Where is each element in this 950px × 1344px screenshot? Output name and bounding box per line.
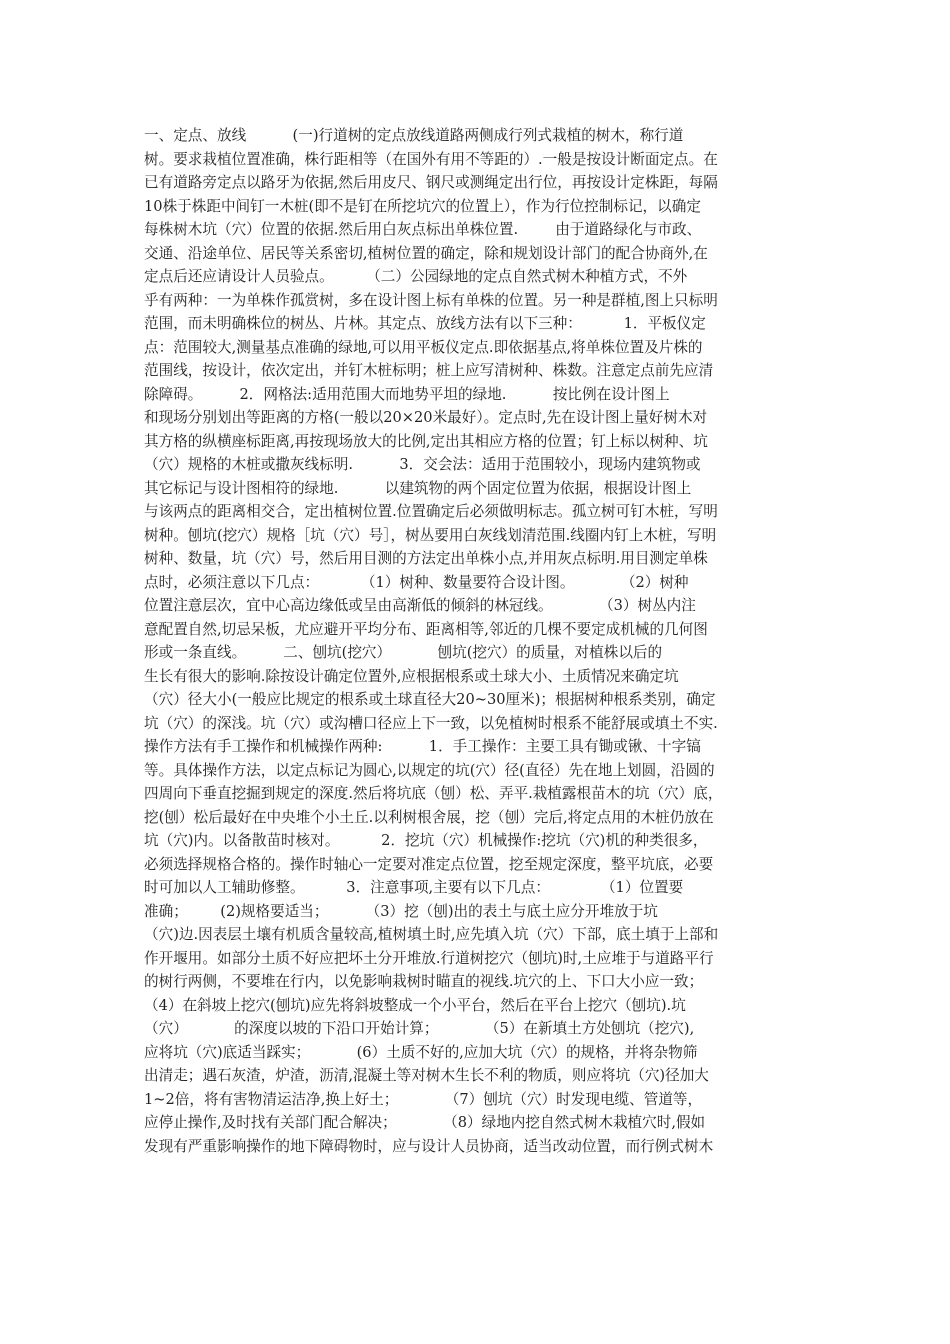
text-line: （穴）径大小(一般应比规定的根系或土球直径大20~30厘米)；根据树种根系类别，确定 [144,691,716,708]
text-line: 和现场分别划出等距离的方格(一般以20×20米最好）。定点时,先在设计图上量好树木对 [144,409,708,426]
text-line: 其它标记与设计图相符的绿地. 以建筑物的两个固定位置为依据，根据设计图上 [144,479,692,497]
text-line: 意配置自然,切忌呆板，尤应避开平均分布、距离相等,邻近的几棵不要定成机械的几何图 [144,620,708,638]
text-line: 出清走；遇石灰渣，炉渣，沥清,混凝土等对树木生长不利的物质，则应将坑（穴)径加大 [144,1067,709,1084]
text-line: 10株于株距中间钉一木桩(即不是钉在所挖坑穴的位置上），作为行位控制标记，以确定 [144,197,701,215]
text-line: （4）在斜坡上挖穴(刨坑)应先将斜坡整成一个小平台，然后在平台上挖穴（刨坑).坑 [144,996,686,1014]
text-line: 坑（穴)内。以备散苗时核对。 2．挖坑（穴）机械操作:挖坑（穴)机的种类很多， [144,832,708,849]
text-line: （穴） 的深度以坡的下沿口开始计算； （5）在新填土方处刨坑（挖穴), [144,1020,695,1037]
text-line: 必须选择规格合格的。操作时轴心一定要对准定点位置，挖至规定深度，整平坑底，必要 [144,855,714,873]
text-line: 作开堰用。如部分土质不好应把坏土分开堆放.行道树挖穴（刨坑)时,土应堆于与道路平行 [144,949,714,967]
text-line: 生长有很大的影响.除按设计确定位置外,应根据根系或土球大小、土质情况来确定坑 [144,667,679,685]
text-line [144,1158,812,1182]
text-line: 乎有两种：一为单株作孤赏树，多在设计图上标有单株的位置。另一种是群植,图上只标明 [144,291,718,309]
text-line: 位置注意层次，宜中心高边缘低或呈由高渐低的倾斜的林冠线。 （3）树丛内注 [144,597,696,614]
text-line: 应停止操作,及时找有关部门配合解决； （8）绿地内挖自然式树木栽植穴时,假如 [144,1114,706,1131]
text-line: 已有道路旁定点以路牙为依据,然后用皮尺、钢尺或测绳定出行位，再按设计定株距，每隔 [144,174,718,191]
text-line: 点时，必须注意以下几点： （1）树种、数量要符合设计图。 （2）树种 [144,573,689,591]
text-line: 挖(刨）松后最好在中央堆个小土丘.以利树根舍展，挖（刨）完后,将定点用的木桩仍放在 [144,808,714,826]
text-line: 一、定点、放线 (一)行道树的定点放线道路两侧成行列式栽植的树木，称行道 [144,127,684,144]
text-line: 交通、沿途单位、居民等关系密切,植树位置的确定，除和规划设计部门的配合协商外,在 [144,244,708,262]
text-line: （穴)边.因表层土壤有机质含量较高,植树填土时,应先填入坑（穴）下部，底土填于上部和 [144,926,719,943]
text-line: （穴）规格的木桩或撒灰线标明. 3．交会法：适用于范围较小，现场内建筑物或 [144,456,701,473]
document-body [144,124,812,1182]
text-line: 与该两点的距离相交合，定出植树位置.位置确定后必须做明标志。孤立树可钉木桩，写明 [144,503,718,520]
text-line: 范围，而未明确株位的树丛、片林。其定点、放线方法有以下三种： 1．平板仪定 [144,315,706,332]
text-line: 每株树木坑（穴）位置的依据.然后用白灰点标出单株位置. 由于道路绿化与市政、 [144,221,702,238]
text-line: 其方格的纵横座标距离,再按现场放大的比例,定出其相应方格的位置；钉上标以树种、坑 [144,432,708,450]
text-line: 等。具体操作方法，以定点标记为圆心,以规定的坑(穴）径(直径）先在地上划圆，沿圆的 [144,761,715,779]
text-line: 树种。刨坑(挖穴）规格［坑（穴）号］，树丛要用白灰线划清范围.线圈内钉上木桩，写明 [144,526,717,544]
text-line: 四周向下垂直挖掘到规定的深度.然后将坑底（刨）松、弄平.栽植露根苗木的坑（穴）底， [144,785,723,802]
text-line: 点：范围较大,测量基点准确的绿地,可以用平板仪定点.即依据基点,将单株位置及片株的 [144,338,703,356]
text-line: 定点后还应请设计人员验点。 （二）公园绿地的定点自然式树木种植方式，不外 [144,268,688,285]
text-line: 1~2倍，将有害物清运洁净,换上好土； （7）刨坑（穴）时发现电缆、管道等， [144,1090,703,1108]
text-line: 的树行两侧，不要堆在行内，以免影响栽树时瞄直的视线.坑穴的上、下口大小应一致； [144,973,704,990]
text-line: 操作方法有手工操作和机械操作两种: 1．手工操作：主要工具有锄或锹、十字镐 [144,738,701,755]
text-line: 坑（穴）的深浅。坑（穴）或沟槽口径应上下一致，以免植树时根系不能舒展或填土不实. [144,714,718,732]
text-line: 除障碍。 2．网格法:适用范围大而地势平坦的绿地. 按比例在设计图上 [144,385,670,403]
text-line: 准确； (2)规格要适当； （3）挖（刨)出的表土与底土应分开堆放于坑 [144,902,658,920]
text-line: 应将坑（穴)底适当踩实； (6）土质不好的,应加大坑（穴）的规格，并将杂物筛 [144,1043,698,1061]
text-line: 树种、数量，坑（穴）号，然后用目测的方法定出单株小点,并用灰点标明.用目测定单株 [144,550,708,567]
text-line: 范围线，按设计，依次定出，并钉木桩标明；桩上应写清树种、株数。注意定点前先应清 [144,362,714,379]
text-line: 树。要求栽植位置准确，株行距相等（在国外有用不等距的）.一般是按设计断面定点。在 [144,150,718,168]
text-line: 时可加以人工辅助修整。 3．注意事项,主要有以下几点： （1）位置要 [144,879,684,896]
text-line: 形或一条直线。 二、刨坑(挖穴） 刨坑(挖穴）的质量，对植株以后的 [144,644,663,661]
text-line: 发现有严重影响操作的地下障碍物时，应与设计人员协商，适当改动位置，而行例式树木 [144,1137,714,1155]
